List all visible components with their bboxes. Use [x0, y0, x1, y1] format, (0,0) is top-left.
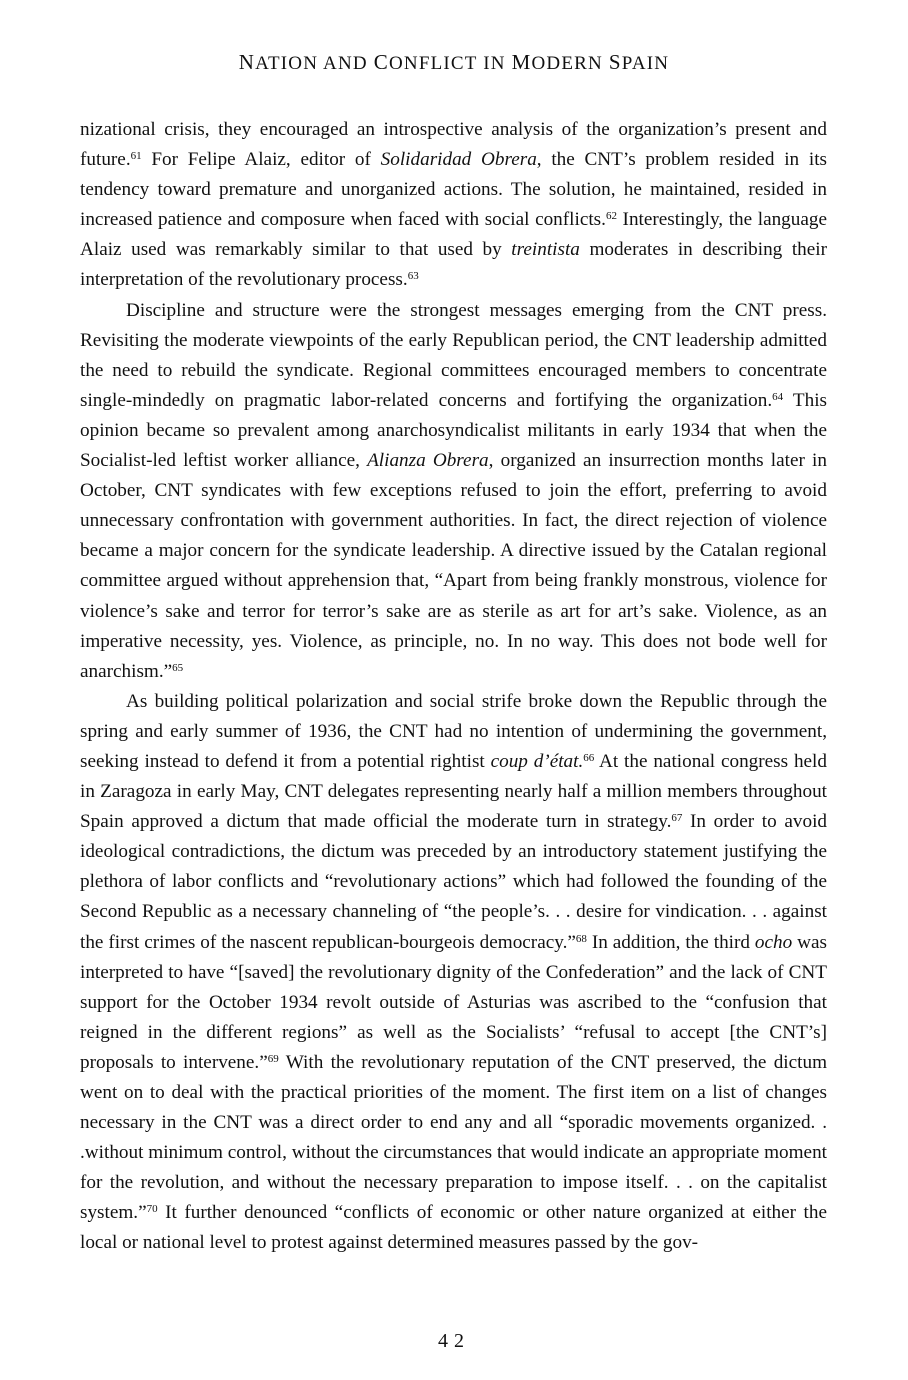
footnote-marker: 69: [267, 1052, 279, 1065]
paragraph-text: moderates in describing their interpretation of the revolutionary process.: [80, 239, 827, 291]
paragraph-text: In addition, the third: [586, 931, 755, 953]
footnote-marker: 66: [583, 751, 595, 764]
paragraph-text: At the national congress held in Zaragoza in early May, CNT delegates representing nearly half a million members throughout Spain approved a dictum that made official the moderate turn in strategy.: [80, 750, 827, 833]
italic-text: coup d’état.: [490, 750, 584, 772]
paragraph-text: was interpreted to have “[saved] the revolutionary dignity of the Confederation” and the lack of CNT support for the October 1934 revolt outside of Asturias was ascribed to the “confusion that reigned in the different regions” as well as the Socialists’ “refusal to accept [the CNT’s] proposals to intervene.”: [80, 931, 828, 1073]
running-head-capital: C: [373, 50, 389, 74]
running-head-capital: N: [238, 50, 256, 74]
running-head-capital: M: [511, 50, 532, 74]
running-head-text: ONFLICT IN: [388, 53, 512, 74]
paragraph-text: This opinion became so prevalent among anarchosyndicalist militants in early 1934 that when the Socialist-led leftist worker alliance,: [80, 389, 827, 472]
footnote-marker: 70: [146, 1203, 158, 1216]
footnote-marker: 65: [172, 661, 184, 674]
running-head-capital: S: [608, 50, 622, 74]
running-head-text: ATION AND: [255, 53, 374, 74]
paragraph-text: As building political polarization and social strife broke down the Republic through the spring and early summer of 1936, the CNT had no intention of undermining the government, seeking instead to defend it from a potential rightist: [80, 690, 827, 772]
body-text: [80, 115, 827, 1259]
footnote-marker: 67: [671, 812, 683, 825]
paragraph: [80, 687, 827, 1259]
paragraph-text: For Felipe Alaiz, editor of: [141, 149, 381, 171]
running-head-text: ODERN: [531, 53, 609, 74]
footnote-marker: 63: [407, 270, 419, 283]
page-number: 42: [438, 1330, 470, 1352]
italic-text: treintista: [511, 239, 580, 261]
italic-text: Alianza Obrera: [367, 450, 489, 472]
footnote-marker: 62: [605, 210, 617, 223]
italic-text: Solidaridad Obrera: [380, 149, 537, 171]
paragraph-text: , organized an insurrection months later in October, CNT syndicates with few exceptions refused to join the effort, preferring to avoid unnecessary confrontation with government authorities. In fact, the direct rejection of violence became a major concern for the syndicate leadership. A directive issued by the Catalan regional committee argued without apprehension that, “Apart from being frankly monstrous, violence for violence’s sake and terror for terror’s sake are as sterile as art for art’s sake. Violence, as an imperative necessity, yes. Violence, as principle, no. In no way. This does not bode well for anarchism.”: [80, 450, 827, 682]
running-head-text: PAIN: [621, 53, 670, 74]
footnote-marker: 61: [130, 150, 142, 163]
paragraph-text: , the CNT’s problem resided in its tendency toward premature and unorganized actions. The solution, he maintained, resided in increased patience and composure when faced with social conflicts.: [80, 149, 827, 231]
paragraph: [80, 115, 827, 296]
paragraph-text: Discipline and structure were the strongest messages emerging from the CNT press. Revisiting the moderate viewpoints of the early Republican period, the CNT leadership admitted the need to rebuild the syndicate. Regional committees encouraged members to concentrate single-mindedly on pragmatic labor-related concerns and fortifying the organization.: [80, 299, 827, 411]
paragraph: [80, 296, 827, 687]
footnote-marker: 64: [772, 390, 784, 403]
paragraph-text: It further denounced “conflicts of economic or other nature organized at either the local or national level to protest against determined measures passed by the gov-: [80, 1202, 827, 1254]
paragraph-text: With the revolutionary reputation of the CNT preserved, the dictum went on to deal with the practical priorities of the moment. The first item on a list of changes necessary in the CNT was a direct order to end any and all “sporadic movements organized. . .without minimum control, without the circumstances that would indicate an appropriate moment for the revolution, and without the necessary preparation to impose itself. . . on the capitalist system.”: [80, 1051, 828, 1224]
italic-text: ocho: [754, 931, 793, 953]
paragraph-text: In order to avoid ideological contradictions, the dictum was preceded by an introductory statement justifying the plethora of labor conflicts and “revolutionary actions” which had followed the founding of the Second Republic as a necessary channeling of “the people’s. . . desire for vindication. . . against the first crimes of the nascent republican-bourgeois democracy.”: [80, 811, 827, 953]
paragraph-text: nizational crisis, they encouraged an introspective analysis of the organization’s present and future.: [80, 119, 827, 171]
footnote-marker: 68: [575, 932, 587, 945]
running-head: [0, 50, 908, 75]
paragraph-text: Interestingly, the language Alaiz used was remarkably similar to that used by: [80, 209, 828, 261]
